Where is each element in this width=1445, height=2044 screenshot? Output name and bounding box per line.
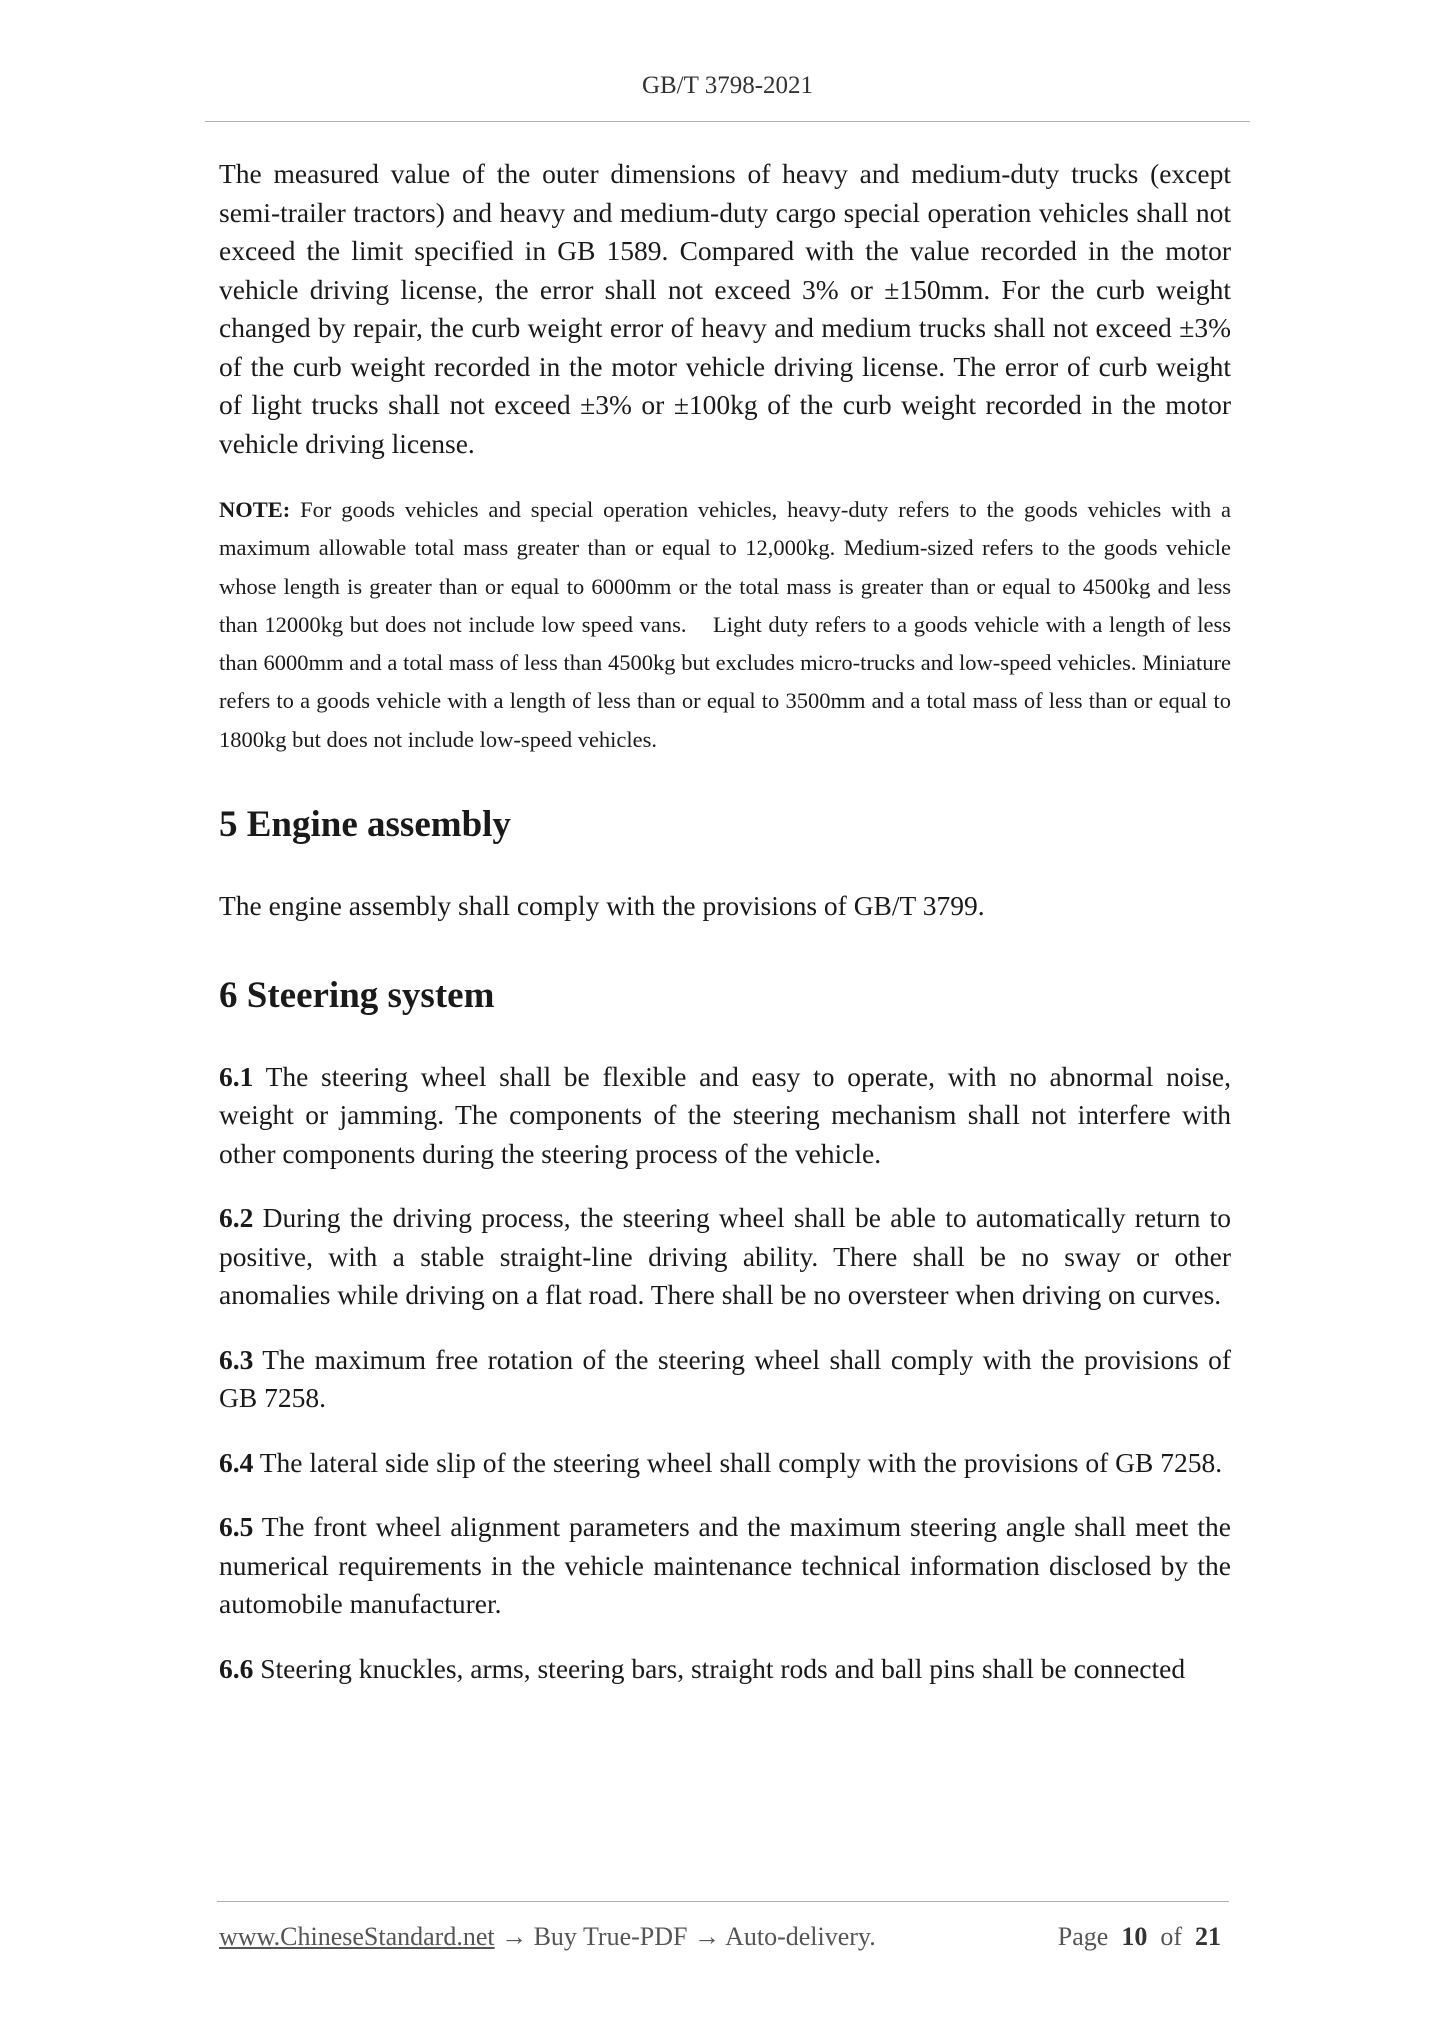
arrow-right-icon: → <box>501 1922 528 1951</box>
clause-number: 6.2 <box>219 1202 254 1234</box>
auto-delivery-text: Auto-delivery. <box>725 1922 876 1951</box>
section-5-heading: 5 Engine assembly <box>219 804 511 846</box>
section-6-heading: 6 Steering system <box>219 974 495 1016</box>
of-label: of <box>1160 1922 1182 1951</box>
page-footer <box>219 1922 1229 1952</box>
clause-text: The front wheel alignment parameters and the maximum steering angle shall meet the numerical requirements in the vehicle maintenance technical information disclosed by the automobile manufacturer. <box>219 1511 1231 1620</box>
arrow-right-icon: → <box>694 1922 720 1951</box>
clause-6-5 <box>219 1508 1231 1624</box>
page-content <box>219 155 1231 1688</box>
clause-6-4 <box>219 1444 1231 1483</box>
note-text: For goods vehicles and special operation vehicles, heavy-duty refers to the goods vehicles with a maximum allowable total mass greater than or equal to 12,000kg. Medium-sized refers to the goods vehicle whose length is greater than or equal to 6000mm or the total mass is greater than or equal to 4500kg and less than 12000kg but does not include low speed vans. Light duty refers to a goods vehicle with a length of less than 6000mm and a total mass of less than 4500kg but excludes micro-trucks and low-speed vehicles. Miniature refers to a goods vehicle with a length of less than or equal to 3500mm and a total mass of less than or equal to 1800kg but does not include low-speed vehicles. <box>219 497 1231 752</box>
clause-number: 6.6 <box>219 1652 254 1684</box>
buy-true-pdf-text: Buy True-PDF <box>533 1922 688 1951</box>
intro-paragraph: The measured value of the outer dimensions of heavy and medium-duty trucks (except semi-trailer tractors) and heavy and medium-duty cargo special operation vehicles shall not exceed the limit specified in GB 1589. Compared with the value recorded in the motor vehicle driving license, the error shall not exceed 3% or ±150mm. For the curb weight changed by repair, the curb weight error of heavy and medium trucks shall not exceed ±3% of the curb weight recorded in the motor vehicle driving license. The error of curb weight of light trucks shall not exceed ±3% or ±100kg of the curb weight recorded in the motor vehicle driving license. <box>219 158 1231 459</box>
clause-text: The maximum free rotation of the steering wheel shall comply with the provisions of GB 7258. <box>219 1343 1231 1414</box>
clause-text: The steering wheel shall be flexible and easy to operate, with no abnormal noise, weight or jamming. The components of the steering mechanism shall not interfere with other components during the steering process of the vehicle. <box>219 1060 1231 1169</box>
section-5-text: The engine assembly shall comply with the provisions of GB/T 3799. <box>219 890 985 922</box>
clause-6-1 <box>219 1058 1231 1174</box>
page-number: 10 <box>1121 1922 1148 1951</box>
note-paragraph <box>219 491 1231 759</box>
note-label: NOTE: <box>219 497 291 522</box>
clause-number: 6.3 <box>219 1343 254 1375</box>
clause-number: 6.5 <box>219 1511 254 1543</box>
page-total: 21 <box>1195 1922 1221 1951</box>
footer-divider <box>217 1901 1229 1902</box>
clause-number: 6.4 <box>219 1446 254 1478</box>
page-indicator <box>1058 1922 1221 1952</box>
clause-text: The lateral side slip of the steering wheel shall comply with the provisions of GB 7258. <box>253 1446 1223 1478</box>
header-divider <box>205 121 1250 122</box>
clause-text: During the driving process, the steering wheel shall be able to automatically return to positive, with a stable straight-line driving ability. There shall be no sway or other anomalies while driving on a flat road. There shall be no oversteer when driving on curves. <box>219 1202 1231 1311</box>
clause-text: Steering knuckles, arms, steering bars, straight rods and ball pins shall be connected <box>253 1652 1186 1684</box>
clause-6-2 <box>219 1199 1231 1315</box>
document-header-title: GB/T 3798-2021 <box>641 72 814 99</box>
chinesestandard-link[interactable]: www.ChineseStandard.net <box>219 1922 495 1951</box>
clause-6-3 <box>219 1341 1231 1418</box>
clause-number: 6.1 <box>219 1060 254 1092</box>
clause-6-6 <box>219 1650 1231 1689</box>
page-label: Page <box>1057 1922 1109 1951</box>
